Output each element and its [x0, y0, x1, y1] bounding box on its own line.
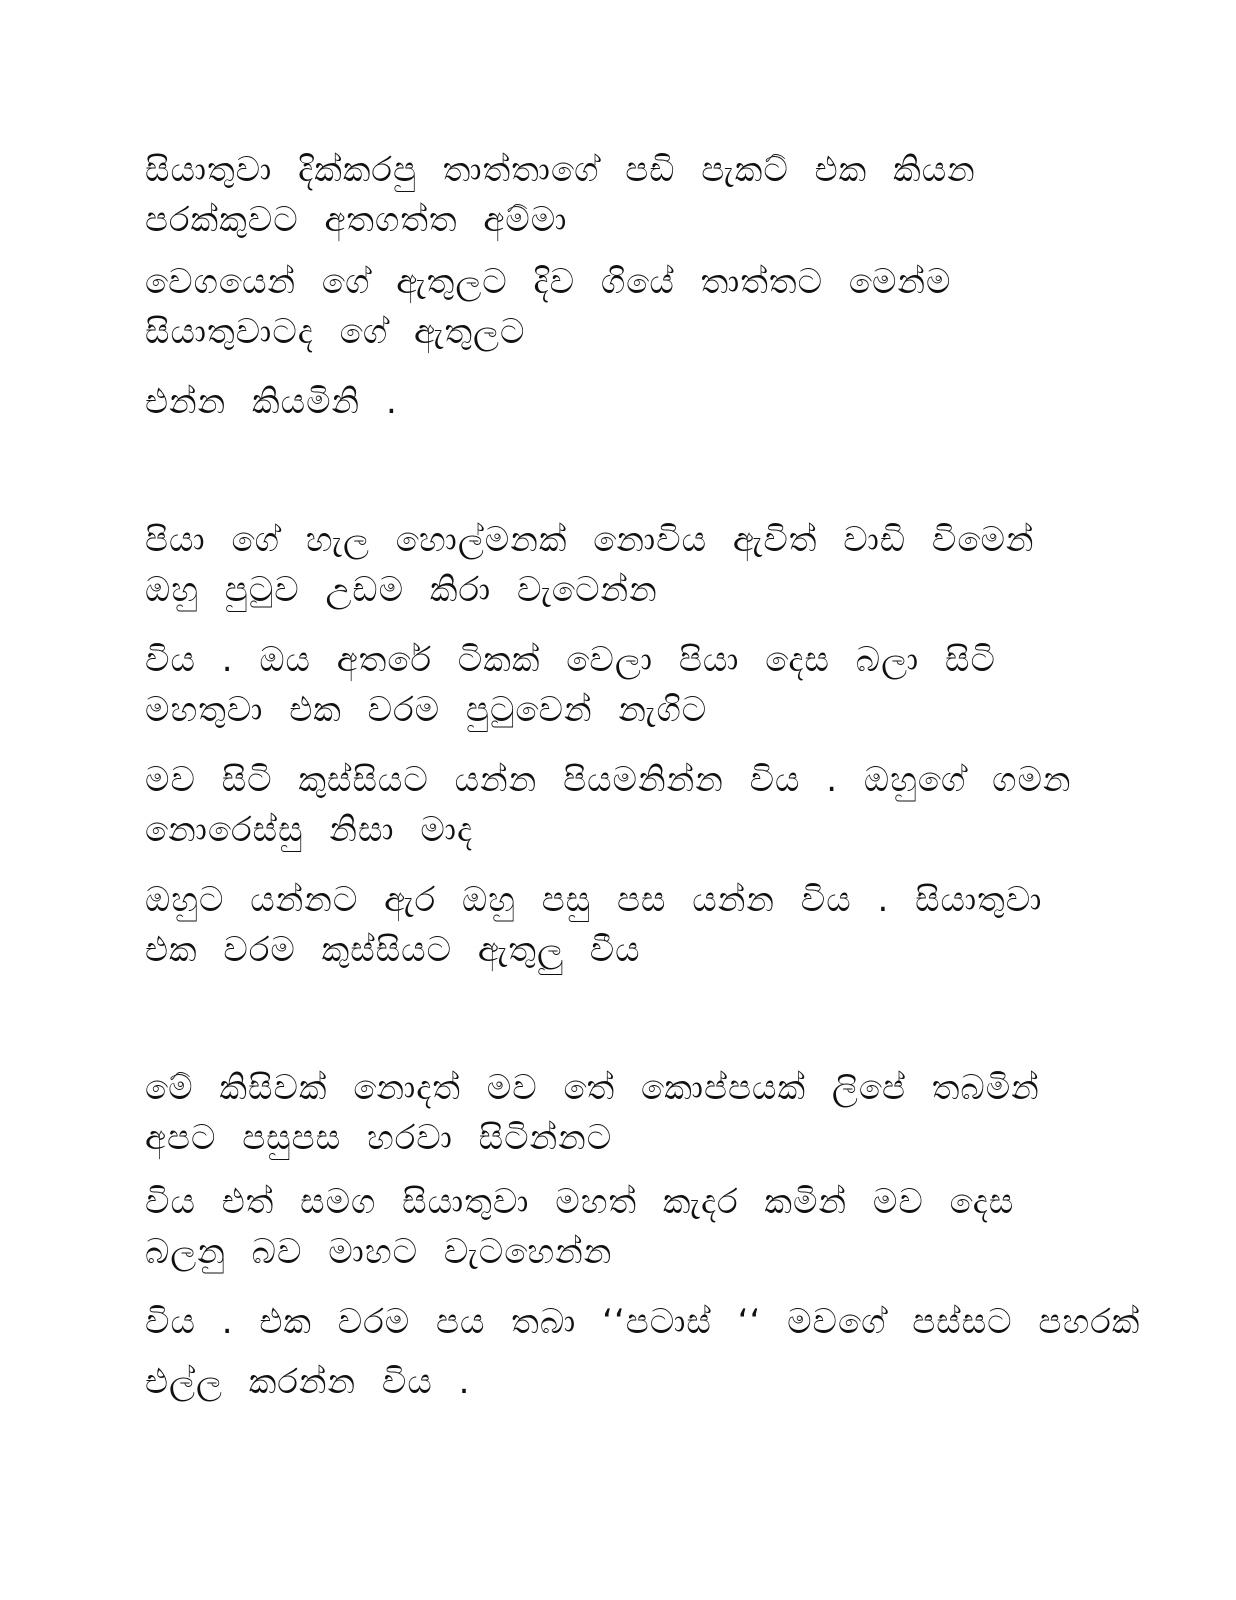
text-line: ඔහු පුටුව උඩම කිරා වැටෙන්න	[145, 570, 658, 610]
text-line: පියා ගේ හැල හොල්මනක් නොවිය ඇවිත් වාඩි විමෙන්	[145, 520, 1035, 560]
text-line: නොරෙස්සු නිසා මාද	[145, 810, 474, 850]
text-line: එන්න කියමිනි .	[145, 382, 398, 422]
text-line: මහතුවා එක වරම පුටුවෙන් නැගිට	[145, 690, 708, 730]
text-line: සියාතුවාටද ගේ ඇතුලට	[145, 312, 526, 352]
text-line: ඔහුට යන්නට ඇර ඔහු පසු පස යන්න විය . සියාතුවා	[145, 880, 1043, 920]
text-line: එක වරම කුස්සියට ඇතුලු වීය	[145, 930, 641, 970]
text-line: මව සිටි කුස්සියට යන්න පියමනින්න විය . ඔහුගේ ගමන	[145, 760, 1072, 800]
text-line: බලනු බව මාහට වැටහෙන්න	[145, 1232, 613, 1272]
text-line: වෙගයෙන් ගේ ඇතුලට දිව ගියේ තාත්තට මෙන්ම	[145, 262, 952, 302]
text-line: එල්ල කරන්න විය .	[145, 1362, 471, 1402]
text-line: සියාතුවා දික්කරපු තාත්තාගේ පඩි පැකට් එක කියන	[145, 150, 976, 190]
text-line: විය . ඔය අතරේ ටිකක් වෙලා පියා දෙස බලා සිටි	[145, 640, 996, 680]
text-line: විය . එක වරම පය තබා ‘‘පටාස් ‘‘ මවගේ පස්සට පහරක්	[145, 1302, 1141, 1342]
text-line: විය එත් සමග සියාතුවා මහත් කැදර කමින් මව දෙස	[145, 1182, 1015, 1222]
text-line: පරක්කුවට අතගත්ත අම්මා	[145, 200, 568, 240]
text-line: අපට පසුපස හරවා සිටින්නට	[145, 1118, 613, 1158]
text-line: මේ කිසිවක් නොදත් මව තේ කොප්පයක් ලිපේ තබමින්	[145, 1068, 1040, 1108]
